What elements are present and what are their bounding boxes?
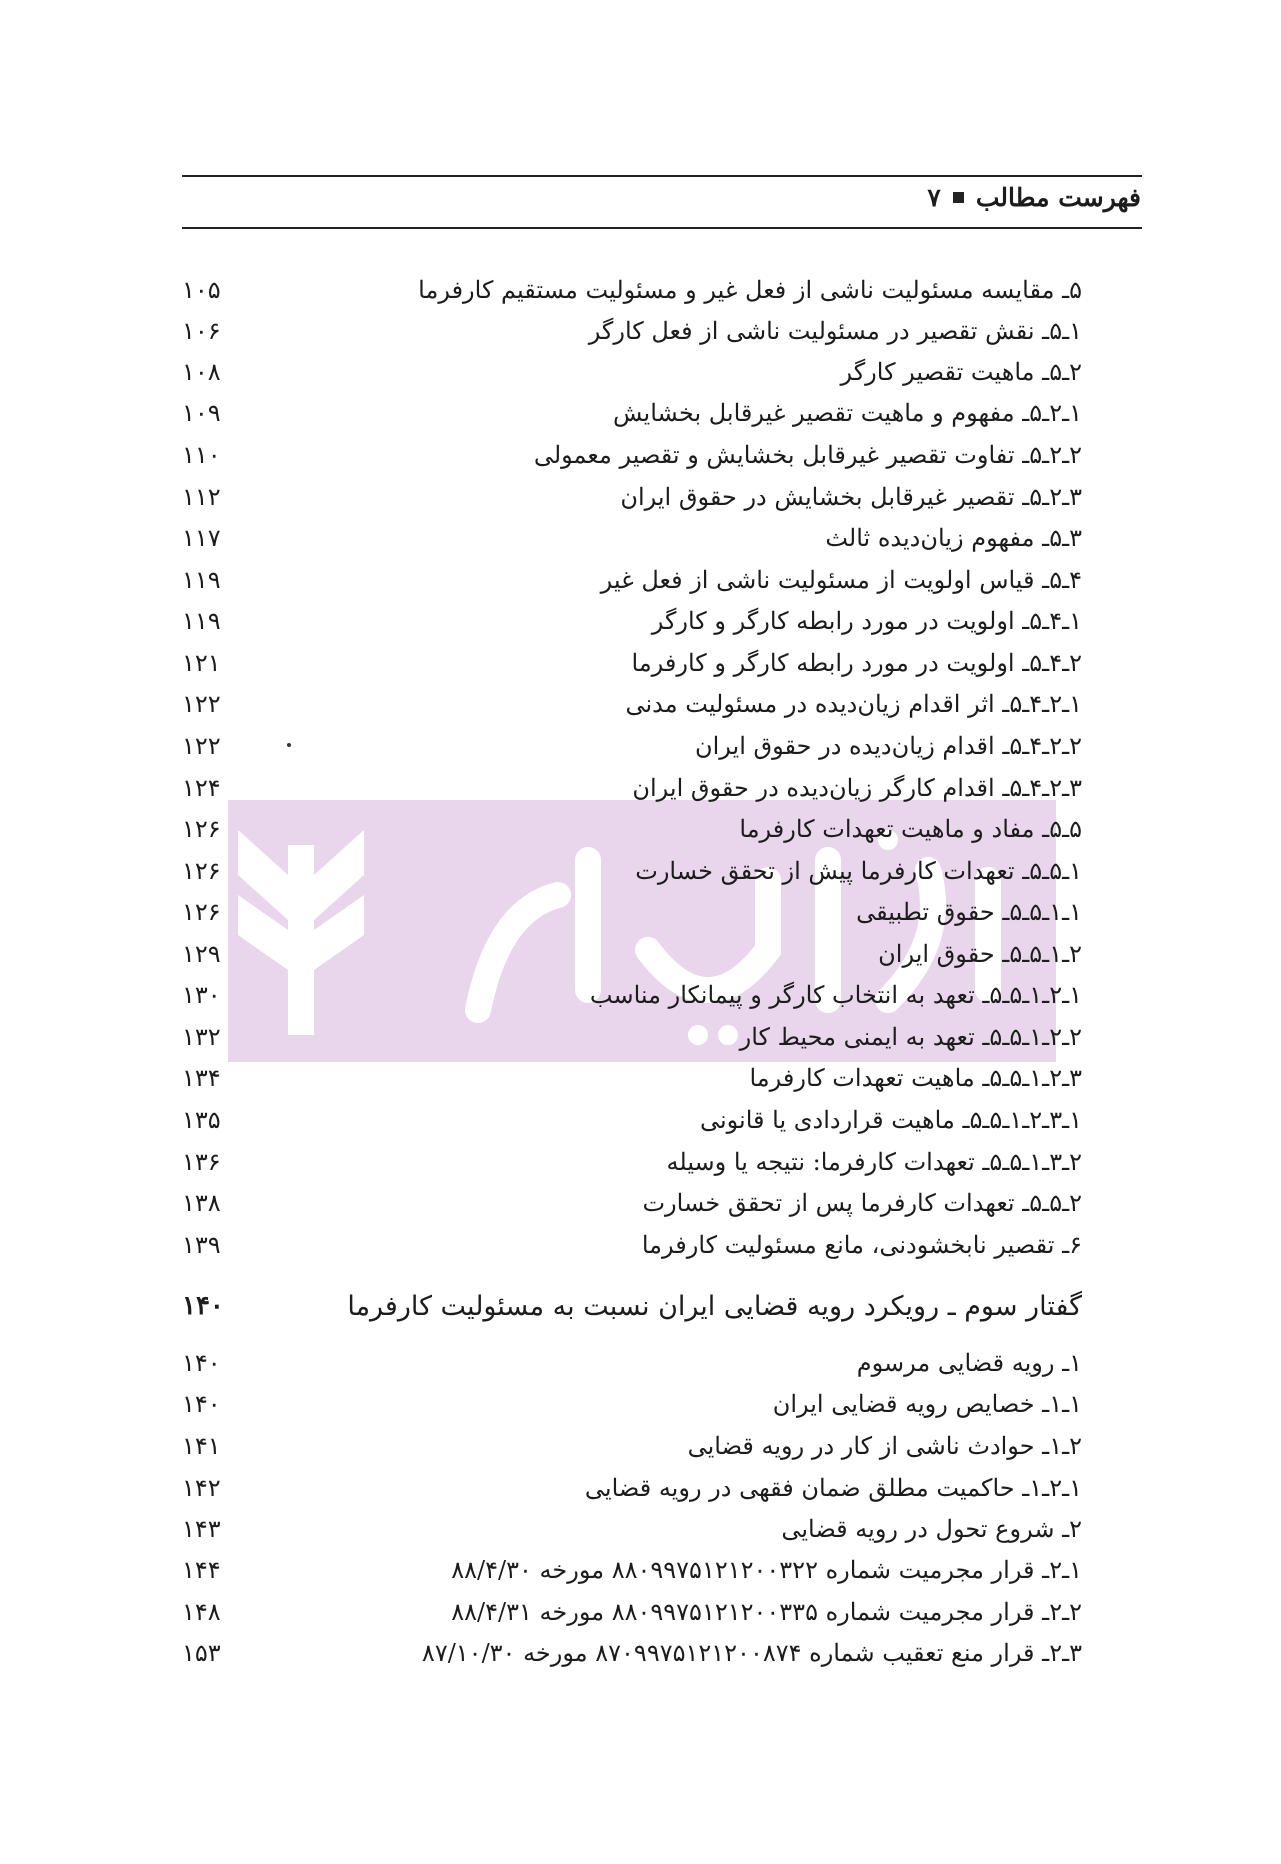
toc-entry-title: ۲ـ۵ـ۵ـ تعهدات کارفرما پس از تحقق خسارت <box>642 1189 1082 1217</box>
toc-entry-page: ۱۲۴ <box>182 774 221 802</box>
toc-entry-title: ۱ـ۲ـ۴ـ۵ـ اثر اقدام زیان‌دیده در مسئولیت مدنی <box>625 690 1082 718</box>
toc-entry-page: ۱۴۰ <box>182 1349 221 1377</box>
toc-row <box>182 1509 1082 1549</box>
toc-entry-page: ۱۲۱ <box>182 649 221 677</box>
toc-entry-page: ۱۳۶ <box>182 1148 221 1176</box>
toc-entry-title: ۱ـ۴ـ۵ـ اولویت در مورد رابطه کارگر و کارگر <box>651 607 1082 635</box>
toc-entry-title: ۲ـ۲ـ قرار مجرمیت شماره ۸۸۰۹۹۷۵۱۲۱۲۰۰۳۳۵ مورخه ۸۸/۴/۳۱ <box>451 1598 1082 1626</box>
toc-entry-title: ۲ـ شروع تحول در رویه قضایی <box>781 1515 1082 1543</box>
toc-row <box>182 435 1082 475</box>
toc-entry-title: ۶ـ تقصیر نابخشودنی، مانع مسئولیت کارفرما <box>641 1231 1082 1259</box>
toc-row <box>182 1017 1082 1057</box>
toc-entry-title: ۳ـ۲ـ۱ـ۵ـ۵ـ ماهیت تعهدات کارفرما <box>749 1064 1082 1092</box>
toc-row <box>182 1058 1082 1098</box>
toc-entry-page: ۱۲۶ <box>182 857 221 885</box>
toc-entry-page: ۱۰۸ <box>182 358 221 386</box>
toc-row <box>182 934 1082 974</box>
toc-entry-title: ۲ـ۲ـ۱ـ۵ـ۵ـ تعهد به ایمنی محیط کار <box>739 1023 1082 1051</box>
toc-entry-page: ۱۳۲ <box>182 1023 221 1051</box>
scan-speck <box>287 743 291 747</box>
toc-row <box>182 601 1082 641</box>
toc-entry-page: ۱۴۳ <box>182 1515 221 1543</box>
square-bullet-icon <box>953 192 964 203</box>
toc-entry-title: ۲ـ۲ـ۵ـ تفاوت تقصیر غیرقابل بخشایش و تقصیر معمولی <box>533 441 1082 469</box>
toc-row <box>182 1468 1082 1508</box>
toc-entry-page: ۱۰۵ <box>182 276 221 304</box>
toc-entry-page: ۱۱۲ <box>182 483 221 511</box>
toc-entry-title: ۱ـ۲ـ۱ـ۵ـ۵ـ تعهد به انتخاب کارگر و پیمانکار مناسب <box>589 981 1082 1009</box>
toc-entry-page: ۱۱۷ <box>182 524 221 552</box>
toc-row <box>182 1550 1082 1590</box>
header-top-rule <box>182 175 1142 177</box>
toc-row <box>182 892 1082 932</box>
toc-entry-title: ۴ـ۵ـ قیاس اولویت از مسئولیت ناشی از فعل غیر <box>600 566 1082 594</box>
toc-row <box>182 1384 1082 1424</box>
toc-entry-page: ۱۳۴ <box>182 1064 221 1092</box>
toc-entry-page: ۱۰۹ <box>182 399 221 427</box>
toc-row <box>182 1633 1082 1673</box>
toc-entry-title: ۲ـ۳ـ۱ـ۵ـ۵ـ تعهدات کارفرما: نتیجه یا وسیله <box>666 1148 1082 1176</box>
toc-entry-page: ۱۳۰ <box>182 981 221 1009</box>
toc-entry-page: ۱۰۶ <box>182 317 221 345</box>
toc-entry-title: ۱ـ۲ـ قرار مجرمیت شماره ۸۸۰۹۹۷۵۱۲۱۲۰۰۳۲۲ مورخه ۸۸/۴/۳۰ <box>451 1556 1082 1584</box>
toc-entry-title: ۱ـ۱ـ۵ـ۵ـ حقوق تطبیقی <box>856 898 1082 926</box>
toc-entry-title: ۳ـ۲ـ قرار منع تعقیب شماره ۸۷۰۹۹۷۵۱۲۱۲۰۰۸۷۴ مورخه ۸۷/۱۰/۳۰ <box>421 1639 1082 1667</box>
toc-entry-title: ۱ـ۵ـ۵ـ تعهدات کارفرما پیش از تحقق خسارت <box>635 857 1082 885</box>
toc-entry-title: ۱ـ۳ـ۲ـ۱ـ۵ـ۵ـ ماهیت قراردادی یا قانونی <box>699 1106 1082 1134</box>
toc-row <box>182 809 1082 849</box>
toc-entry-title: ۲ـ۱ـ۵ـ۵ـ حقوق ایران <box>878 940 1082 968</box>
toc-entry-title: ۱ـ۲ـ۱ـ حاکمیت مطلق ضمان فقهی در رویه قضایی <box>584 1474 1082 1502</box>
toc-entry-page: ۱۳۸ <box>182 1189 221 1217</box>
toc-row <box>182 1142 1082 1182</box>
toc-entry-page: ۱۲۶ <box>182 898 221 926</box>
toc-entry-title: ۲ـ۴ـ۵ـ اولویت در مورد رابطه کارگر و کارفرما <box>631 649 1082 677</box>
toc-entry-title: ۳ـ۲ـ۵ـ تقصیر غیرقابل بخشایش در حقوق ایران <box>620 483 1082 511</box>
header-page-number: ۷ <box>927 183 941 212</box>
toc-row <box>182 518 1082 558</box>
toc-row <box>182 643 1082 683</box>
toc-row <box>182 477 1082 517</box>
toc-row <box>182 975 1082 1015</box>
toc-entry-page: ۱۳۵ <box>182 1106 221 1134</box>
toc-entry-page: ۱۲۹ <box>182 940 221 968</box>
toc-entry-page: ۱۴۱ <box>182 1432 221 1460</box>
toc-entry-title: ۵ـ مقایسه مسئولیت ناشی از فعل غیر و مسئولیت مستقیم کارفرما <box>418 276 1082 304</box>
toc-entry-page: ۱۱۰ <box>182 441 221 469</box>
toc-entry-title: ۳ـ۵ـ مفهوم زیان‌دیده ثالث <box>825 524 1082 552</box>
toc-entry-page: ۱۱۹ <box>182 566 221 594</box>
toc-entry-title: ۲ـ۵ـ ماهیت تقصیر کارگر <box>840 358 1082 386</box>
toc-row <box>182 726 1082 766</box>
toc-entry-page: ۱۴۲ <box>182 1474 221 1502</box>
toc-entry-page: ۱۴۸ <box>182 1598 221 1626</box>
toc-entry-title: ۱ـ۱ـ خصایص رویه قضایی ایران <box>772 1390 1082 1418</box>
toc-chapter-row <box>182 1286 1082 1326</box>
toc-row <box>182 1183 1082 1223</box>
toc-row <box>182 1343 1082 1383</box>
toc-entry-title: ۱ـ رویه قضایی مرسوم <box>856 1349 1082 1377</box>
toc-entry-page: ۱۴۰ <box>182 1291 224 1321</box>
toc-entry-title: ۱ـ۵ـ نقش تقصیر در مسئولیت ناشی از فعل کارگر <box>588 317 1082 345</box>
toc-entry-title: ۵ـ۵ـ مفاد و ماهیت تعهدات کارفرما <box>739 815 1082 843</box>
toc-entry-page: ۱۲۶ <box>182 815 221 843</box>
toc-row <box>182 851 1082 891</box>
toc-row <box>182 1426 1082 1466</box>
toc-entry-title: ۲ـ۱ـ حوادث ناشی از کار در رویه قضایی <box>687 1432 1082 1460</box>
toc-entry-title: ۱ـ۲ـ۵ـ مفهوم و ماهیت تقصیر غیرقابل بخشایش <box>612 399 1082 427</box>
toc-entry-page: ۱۴۰ <box>182 1390 221 1418</box>
toc-entry-page: ۱۵۳ <box>182 1639 221 1667</box>
toc-row <box>182 1225 1082 1265</box>
toc-row <box>182 1100 1082 1140</box>
toc-row <box>182 270 1082 310</box>
toc-row <box>182 352 1082 392</box>
toc-entry-page: ۱۲۲ <box>182 690 221 718</box>
toc-row <box>182 684 1082 724</box>
toc-row <box>182 768 1082 808</box>
toc-row <box>182 1592 1082 1632</box>
toc-entry-page: ۱۴۴ <box>182 1556 221 1584</box>
toc-row <box>182 560 1082 600</box>
toc-entry-page: ۱۱۹ <box>182 607 221 635</box>
toc-row <box>182 311 1082 351</box>
toc-entry-title: ۳ـ۲ـ۴ـ۵ـ اقدام کارگر زیان‌دیده در حقوق ایران <box>632 774 1082 802</box>
toc-entry-page: ۱۳۹ <box>182 1231 221 1259</box>
header-bottom-rule <box>182 227 1142 229</box>
toc-entry-title: گفتار سوم ـ رویکرد رویه قضایی ایران نسبت به مسئولیت کارفرما <box>347 1290 1082 1322</box>
toc-entry-title: ۲ـ۲ـ۴ـ۵ـ اقدام زیان‌دیده در حقوق ایران <box>695 732 1082 760</box>
toc-entry-page: ۱۲۲ <box>182 732 221 760</box>
header-title: فهرست مطالب <box>975 183 1141 212</box>
running-header <box>181 183 1141 212</box>
toc-row <box>182 393 1082 433</box>
